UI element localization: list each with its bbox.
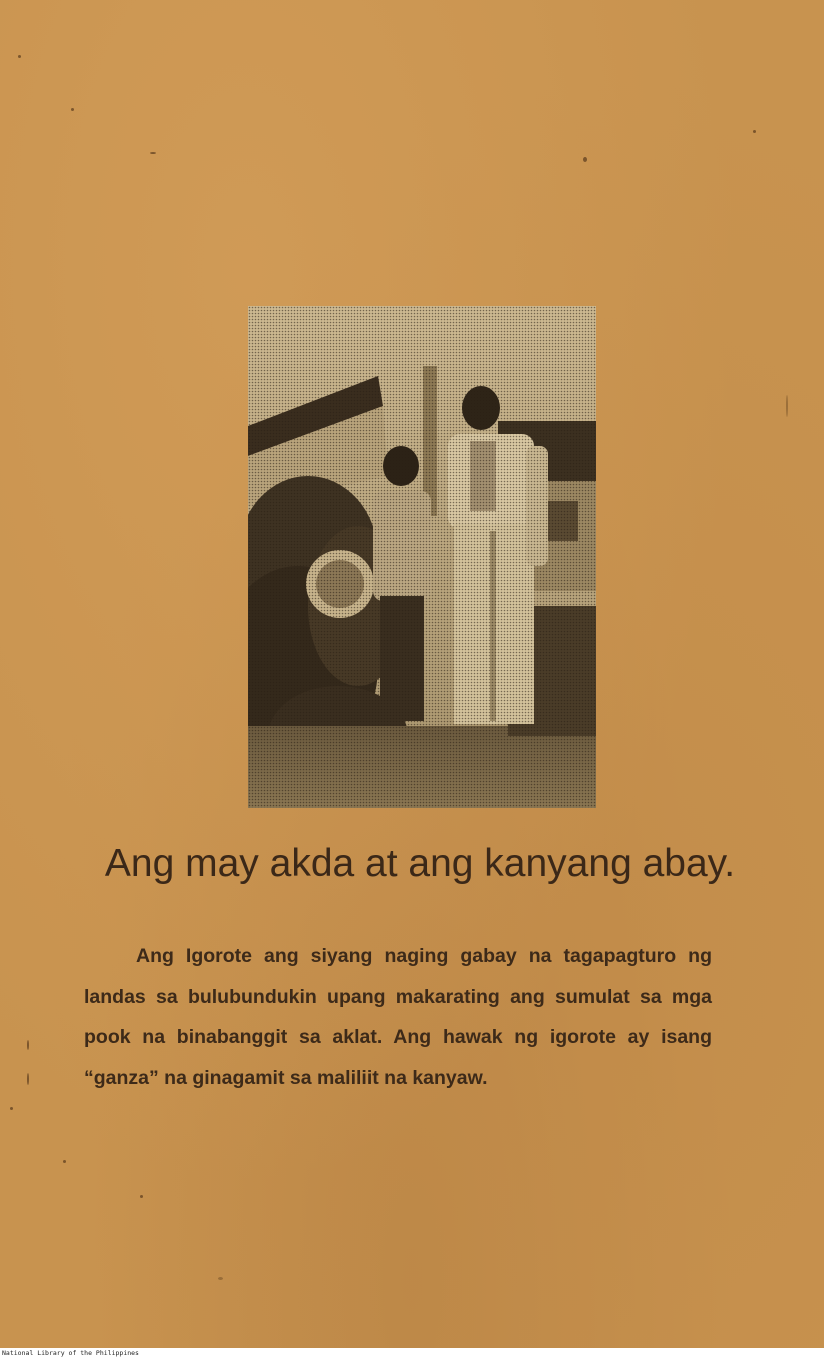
paper-speck bbox=[27, 1040, 29, 1050]
halftone-photograph bbox=[248, 306, 596, 808]
library-credit: National Library of the Philippines bbox=[2, 1349, 139, 1357]
paper-speck bbox=[140, 1195, 143, 1198]
paper-speck bbox=[71, 108, 74, 111]
paper-speck bbox=[218, 1277, 223, 1280]
paper-speck bbox=[10, 1107, 13, 1110]
paper-speck bbox=[786, 395, 788, 417]
paper-speck bbox=[63, 1160, 66, 1163]
paper-speck bbox=[583, 157, 587, 162]
paper-speck bbox=[27, 1073, 29, 1085]
photo-caption: Ang may akda at ang kanyang abay. bbox=[104, 842, 736, 885]
photograph-image bbox=[248, 306, 596, 808]
paper-speck bbox=[150, 152, 156, 154]
body-paragraph: Ang Igorote ang siyang naging gabay na tagapagturo ng landas sa bulubundukin upang makarating ang sumulat sa mga pook na binabanggit sa aklat. Ang hawak ng igorote ay isang “ganza” na ginagamit sa maliliit na kanyaw. bbox=[84, 945, 712, 1089]
paper-speck bbox=[753, 130, 756, 133]
paper-speck bbox=[18, 55, 21, 58]
